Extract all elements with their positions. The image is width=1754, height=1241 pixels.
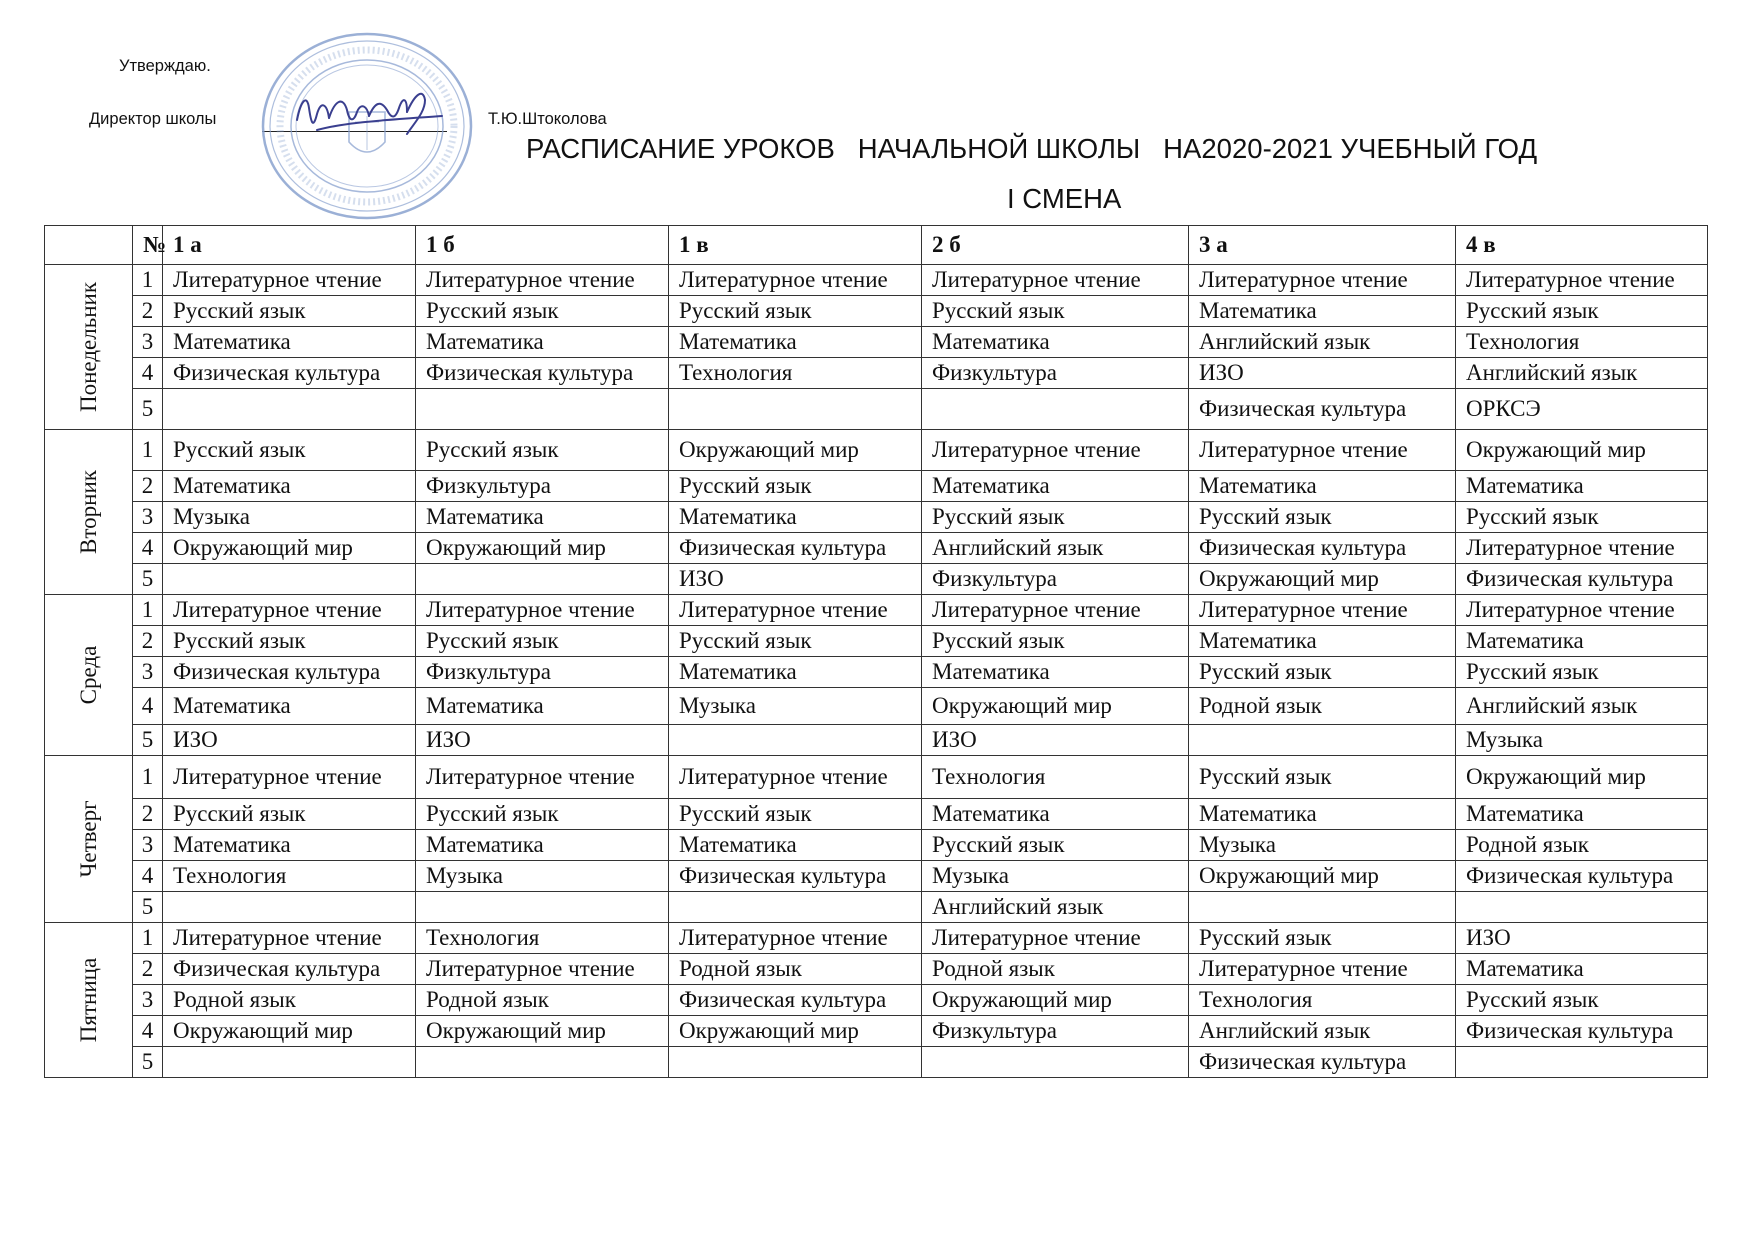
lesson-cell: ИЗО bbox=[1456, 923, 1708, 954]
lesson-cell: Физическая культура bbox=[1189, 533, 1456, 564]
lesson-cell: Математика bbox=[416, 688, 669, 725]
lesson-cell bbox=[922, 1047, 1189, 1078]
lesson-number: 5 bbox=[133, 1047, 163, 1078]
lesson-cell: Математика bbox=[163, 327, 416, 358]
lesson-number: 1 bbox=[133, 595, 163, 626]
lesson-cell: Родной язык bbox=[163, 985, 416, 1016]
lesson-cell: Окружающий мир bbox=[163, 533, 416, 564]
header-class-4: 2 б bbox=[922, 226, 1189, 265]
lesson-cell: Физическая культура bbox=[416, 358, 669, 389]
lesson-cell: Физическая культура bbox=[1189, 389, 1456, 430]
lesson-cell: ИЗО bbox=[416, 725, 669, 756]
lesson-number: 3 bbox=[133, 657, 163, 688]
lesson-cell bbox=[163, 1047, 416, 1078]
lesson-number: 3 bbox=[133, 502, 163, 533]
lesson-cell: Русский язык bbox=[416, 296, 669, 327]
lesson-cell: Литературное чтение bbox=[1456, 533, 1708, 564]
lesson-number: 3 bbox=[133, 985, 163, 1016]
lesson-cell: Окружающий мир bbox=[416, 533, 669, 564]
lesson-cell bbox=[1189, 725, 1456, 756]
header-number: № bbox=[133, 226, 163, 265]
day-name: Понедельник bbox=[75, 282, 101, 412]
lesson-number: 1 bbox=[133, 756, 163, 799]
lesson-cell: Математика bbox=[163, 471, 416, 502]
lesson-number: 3 bbox=[133, 830, 163, 861]
day-name: Среда bbox=[75, 645, 101, 705]
lesson-cell: Окружающий мир bbox=[922, 985, 1189, 1016]
lesson-cell: Технология bbox=[1456, 327, 1708, 358]
lesson-cell: Музыка bbox=[416, 861, 669, 892]
lesson-cell: Физкультура bbox=[922, 564, 1189, 595]
lesson-cell bbox=[1189, 892, 1456, 923]
lesson-cell bbox=[416, 892, 669, 923]
header-class-6: 4 в bbox=[1456, 226, 1708, 265]
lesson-cell: Русский язык bbox=[1189, 657, 1456, 688]
lesson-cell bbox=[416, 564, 669, 595]
lesson-cell bbox=[416, 389, 669, 430]
header-corner-cell bbox=[45, 226, 133, 265]
lesson-cell: Технология bbox=[669, 358, 922, 389]
table-row bbox=[45, 954, 1708, 985]
lesson-cell: Физическая культура bbox=[1456, 861, 1708, 892]
lesson-cell: Физкультура bbox=[416, 471, 669, 502]
header-class-3: 1 в bbox=[669, 226, 922, 265]
lesson-cell: Русский язык bbox=[669, 296, 922, 327]
lesson-cell: ИЗО bbox=[669, 564, 922, 595]
lesson-cell: Физическая культура bbox=[163, 954, 416, 985]
lesson-cell: Математика bbox=[669, 830, 922, 861]
lesson-cell: Английский язык bbox=[1189, 1016, 1456, 1047]
lesson-number: 4 bbox=[133, 688, 163, 725]
lesson-cell: Физическая культура bbox=[669, 533, 922, 564]
director-name: Т.Ю.Штоколова bbox=[488, 110, 607, 128]
lesson-cell: Литературное чтение bbox=[669, 756, 922, 799]
lesson-cell: Математика bbox=[1456, 471, 1708, 502]
approval-label: Утверждаю. bbox=[119, 57, 211, 75]
lesson-cell: Литературное чтение bbox=[163, 756, 416, 799]
lesson-cell: Русский язык bbox=[1189, 502, 1456, 533]
lesson-cell: Математика bbox=[669, 327, 922, 358]
lesson-cell: Математика bbox=[1456, 954, 1708, 985]
lesson-cell: Литературное чтение bbox=[1189, 265, 1456, 296]
lesson-number: 5 bbox=[133, 725, 163, 756]
lesson-cell: Физическая культура bbox=[163, 657, 416, 688]
lesson-cell: Родной язык bbox=[1456, 830, 1708, 861]
lesson-cell: Физкультура bbox=[416, 657, 669, 688]
table-row bbox=[45, 358, 1708, 389]
lesson-cell: Окружающий мир bbox=[416, 1016, 669, 1047]
lesson-cell: Технология bbox=[1189, 985, 1456, 1016]
header-class-1: 1 а bbox=[163, 226, 416, 265]
lesson-cell: Музыка bbox=[1456, 725, 1708, 756]
shift-label: I СМЕНА bbox=[1007, 183, 1122, 214]
table-row bbox=[45, 389, 1708, 430]
lesson-cell: Русский язык bbox=[1456, 657, 1708, 688]
day-label-cell bbox=[45, 595, 133, 756]
lesson-cell: Математика bbox=[416, 502, 669, 533]
lesson-cell: Музыка bbox=[163, 502, 416, 533]
lesson-cell: Окружающий мир bbox=[669, 1016, 922, 1047]
lesson-cell bbox=[163, 389, 416, 430]
table-row bbox=[45, 799, 1708, 830]
lesson-cell: Математика bbox=[1189, 296, 1456, 327]
lesson-cell: Русский язык bbox=[163, 430, 416, 471]
lesson-cell: Математика bbox=[922, 471, 1189, 502]
lesson-cell: Русский язык bbox=[416, 626, 669, 657]
lesson-cell: Математика bbox=[1189, 799, 1456, 830]
lesson-number: 2 bbox=[133, 954, 163, 985]
lesson-cell: Литературное чтение bbox=[163, 595, 416, 626]
schedule-table bbox=[44, 225, 1708, 1078]
table-row bbox=[45, 1047, 1708, 1078]
lesson-cell: Литературное чтение bbox=[1189, 954, 1456, 985]
schedule-title: РАСПИСАНИЕ УРОКОВ НАЧАЛЬНОЙ ШКОЛЫ НА2020-2021 УЧЕБНЫЙ ГОД bbox=[526, 133, 1538, 164]
lesson-cell: ИЗО bbox=[922, 725, 1189, 756]
lesson-number: 1 bbox=[133, 923, 163, 954]
lesson-cell: Музыка bbox=[1189, 830, 1456, 861]
lesson-cell: Литературное чтение bbox=[1189, 430, 1456, 471]
lesson-cell bbox=[669, 1047, 922, 1078]
table-row bbox=[45, 595, 1708, 626]
lesson-cell: Русский язык bbox=[669, 471, 922, 502]
lesson-cell: Музыка bbox=[669, 688, 922, 725]
lesson-cell: Физическая культура bbox=[669, 861, 922, 892]
lesson-cell: Технология bbox=[922, 756, 1189, 799]
lesson-cell: Литературное чтение bbox=[669, 923, 922, 954]
lesson-cell: Родной язык bbox=[922, 954, 1189, 985]
lesson-cell: Математика bbox=[922, 657, 1189, 688]
header-class-5: 3 а bbox=[1189, 226, 1456, 265]
lesson-number: 2 bbox=[133, 296, 163, 327]
lesson-cell: ИЗО bbox=[163, 725, 416, 756]
table-row bbox=[45, 892, 1708, 923]
lesson-cell: Физическая культура bbox=[1456, 564, 1708, 595]
lesson-cell: Математика bbox=[922, 799, 1189, 830]
table-row bbox=[45, 688, 1708, 725]
table-row bbox=[45, 296, 1708, 327]
lesson-cell: Русский язык bbox=[1456, 296, 1708, 327]
lesson-cell: Литературное чтение bbox=[163, 265, 416, 296]
lesson-cell: Английский язык bbox=[922, 533, 1189, 564]
lesson-cell: Технология bbox=[416, 923, 669, 954]
lesson-cell: Математика bbox=[416, 830, 669, 861]
lesson-cell: Русский язык bbox=[922, 296, 1189, 327]
lesson-cell: Русский язык bbox=[922, 502, 1189, 533]
lesson-cell: Физкультура bbox=[922, 358, 1189, 389]
lesson-cell: Математика bbox=[1189, 626, 1456, 657]
table-row bbox=[45, 756, 1708, 799]
lesson-number: 2 bbox=[133, 471, 163, 502]
lesson-number: 3 bbox=[133, 327, 163, 358]
lesson-number: 1 bbox=[133, 265, 163, 296]
lesson-cell bbox=[1456, 892, 1708, 923]
lesson-cell: Русский язык bbox=[922, 830, 1189, 861]
table-row bbox=[45, 725, 1708, 756]
header-class-2: 1 б bbox=[416, 226, 669, 265]
table-row bbox=[45, 861, 1708, 892]
lesson-cell: Английский язык bbox=[1456, 688, 1708, 725]
table-row bbox=[45, 564, 1708, 595]
lesson-cell: Музыка bbox=[922, 861, 1189, 892]
table-row bbox=[45, 657, 1708, 688]
lesson-cell: Математика bbox=[416, 327, 669, 358]
day-label-cell bbox=[45, 923, 133, 1078]
lesson-cell: Английский язык bbox=[1189, 327, 1456, 358]
lesson-cell: Литературное чтение bbox=[922, 265, 1189, 296]
day-name: Пятница bbox=[75, 957, 101, 1043]
lesson-cell: Математика bbox=[1456, 626, 1708, 657]
lesson-cell: Физкультура bbox=[922, 1016, 1189, 1047]
table-row bbox=[45, 830, 1708, 861]
day-name: Четверг bbox=[75, 800, 101, 878]
table-row bbox=[45, 985, 1708, 1016]
lesson-number: 4 bbox=[133, 861, 163, 892]
lesson-cell: Математика bbox=[1189, 471, 1456, 502]
table-row bbox=[45, 626, 1708, 657]
lesson-cell: Русский язык bbox=[163, 296, 416, 327]
lesson-cell: Литературное чтение bbox=[922, 595, 1189, 626]
table-row bbox=[45, 430, 1708, 471]
lesson-cell: Родной язык bbox=[669, 954, 922, 985]
lesson-number: 5 bbox=[133, 892, 163, 923]
lesson-cell: Математика bbox=[163, 688, 416, 725]
lesson-cell: Русский язык bbox=[669, 626, 922, 657]
lesson-cell: Русский язык bbox=[922, 626, 1189, 657]
lesson-cell: Родной язык bbox=[416, 985, 669, 1016]
lesson-cell: Литературное чтение bbox=[416, 265, 669, 296]
lesson-number: 4 bbox=[133, 358, 163, 389]
lesson-cell: Английский язык bbox=[922, 892, 1189, 923]
lesson-cell: Физическая культура bbox=[669, 985, 922, 1016]
lesson-cell bbox=[163, 564, 416, 595]
lesson-cell: Русский язык bbox=[163, 799, 416, 830]
lesson-cell: Литературное чтение bbox=[1456, 265, 1708, 296]
lesson-cell: Физическая культура bbox=[163, 358, 416, 389]
lesson-cell: Окружающий мир bbox=[922, 688, 1189, 725]
lesson-cell: Русский язык bbox=[1456, 985, 1708, 1016]
lesson-cell: Математика bbox=[669, 657, 922, 688]
lesson-cell: Литературное чтение bbox=[922, 430, 1189, 471]
lesson-cell bbox=[669, 389, 922, 430]
lesson-number: 4 bbox=[133, 1016, 163, 1047]
lesson-cell: Окружающий мир bbox=[163, 1016, 416, 1047]
lesson-number: 5 bbox=[133, 564, 163, 595]
lesson-cell: Русский язык bbox=[163, 626, 416, 657]
lesson-cell: ОРКСЭ bbox=[1456, 389, 1708, 430]
lesson-cell: Окружающий мир bbox=[669, 430, 922, 471]
lesson-cell: Русский язык bbox=[1189, 756, 1456, 799]
lesson-cell bbox=[416, 1047, 669, 1078]
lesson-cell: Математика bbox=[1456, 799, 1708, 830]
lesson-cell: Родной язык bbox=[1189, 688, 1456, 725]
lesson-cell: Английский язык bbox=[1456, 358, 1708, 389]
day-label-cell bbox=[45, 265, 133, 430]
lesson-cell: ИЗО bbox=[1189, 358, 1456, 389]
lesson-cell: Русский язык bbox=[669, 799, 922, 830]
header-row bbox=[45, 226, 1708, 265]
table-row bbox=[45, 265, 1708, 296]
lesson-number: 5 bbox=[133, 389, 163, 430]
table-row bbox=[45, 923, 1708, 954]
table-row bbox=[45, 533, 1708, 564]
lesson-cell: Литературное чтение bbox=[669, 265, 922, 296]
lesson-cell: Литературное чтение bbox=[163, 923, 416, 954]
lesson-cell bbox=[669, 725, 922, 756]
day-label-cell bbox=[45, 430, 133, 595]
school-seal-stamp bbox=[257, 30, 477, 222]
lesson-cell: Окружающий мир bbox=[1456, 756, 1708, 799]
table-row bbox=[45, 1016, 1708, 1047]
director-label: Директор школы bbox=[89, 110, 217, 128]
lesson-cell: Русский язык bbox=[416, 799, 669, 830]
table-row bbox=[45, 327, 1708, 358]
lesson-cell: Окружающий мир bbox=[1189, 564, 1456, 595]
lesson-cell: Математика bbox=[669, 502, 922, 533]
lesson-cell: Литературное чтение bbox=[416, 756, 669, 799]
lesson-number: 2 bbox=[133, 799, 163, 830]
lesson-cell: Литературное чтение bbox=[416, 595, 669, 626]
lesson-cell: Литературное чтение bbox=[669, 595, 922, 626]
lesson-cell: Литературное чтение bbox=[922, 923, 1189, 954]
lesson-cell: Русский язык bbox=[1456, 502, 1708, 533]
lesson-cell bbox=[163, 892, 416, 923]
table-row bbox=[45, 502, 1708, 533]
lesson-cell: Окружающий мир bbox=[1456, 430, 1708, 471]
lesson-number: 4 bbox=[133, 533, 163, 564]
lesson-cell bbox=[669, 892, 922, 923]
lesson-cell: Русский язык bbox=[416, 430, 669, 471]
lesson-cell: Физическая культура bbox=[1189, 1047, 1456, 1078]
lesson-cell bbox=[1456, 1047, 1708, 1078]
lesson-cell: Математика bbox=[163, 830, 416, 861]
lesson-number: 1 bbox=[133, 430, 163, 471]
lesson-cell: Литературное чтение bbox=[1189, 595, 1456, 626]
lesson-cell: Физическая культура bbox=[1456, 1016, 1708, 1047]
table-row bbox=[45, 471, 1708, 502]
lesson-cell bbox=[922, 389, 1189, 430]
lesson-number: 2 bbox=[133, 626, 163, 657]
day-name: Вторник bbox=[75, 470, 101, 554]
lesson-cell: Технология bbox=[163, 861, 416, 892]
lesson-cell: Русский язык bbox=[1189, 923, 1456, 954]
lesson-cell: Математика bbox=[922, 327, 1189, 358]
lesson-cell: Окружающий мир bbox=[1189, 861, 1456, 892]
lesson-cell: Литературное чтение bbox=[416, 954, 669, 985]
lesson-cell: Литературное чтение bbox=[1456, 595, 1708, 626]
day-label-cell bbox=[45, 756, 133, 923]
